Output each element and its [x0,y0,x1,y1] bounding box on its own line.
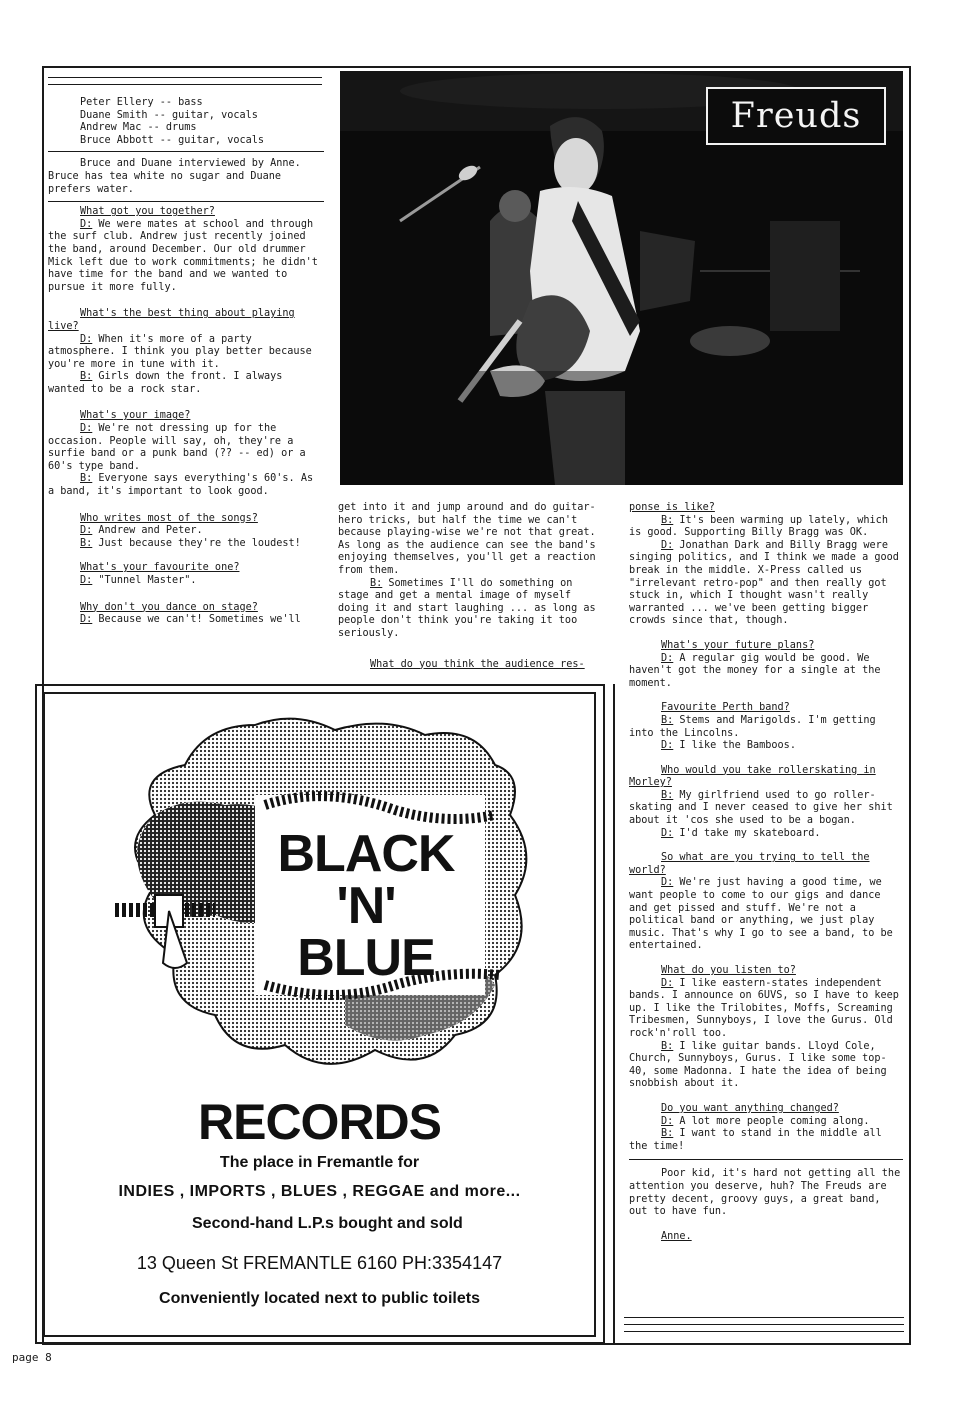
question: What do you listen to? [661,965,796,976]
bottom-rule [624,1331,904,1332]
answer [48,538,324,551]
top-rule [48,84,322,85]
answer [629,828,903,841]
ad-brand-line: BLACK [277,825,455,883]
top-rule [48,77,322,78]
outro-paragraph: Poor kid, it's hard not getting all the attention you deserve, huh? The Freuds are pretty decent, groovy guys, a great band, out to have fun. [629,1168,901,1218]
speaker: D: [661,539,674,551]
question: What do you think the audience res- [370,658,585,670]
speaker: B: [661,789,674,801]
answer-text: Because we can't! Sometimes we'll [92,614,301,626]
question: Who would you take rollerskating in Morley? [629,764,876,789]
ad-brand-line: BLUE [297,929,435,987]
left-column [48,97,324,627]
answer [629,653,903,691]
answer-text: I want to stand in the middle all the time! [629,1128,882,1152]
answer-text: A lot more people coming along. [673,1115,870,1127]
answer [48,575,324,588]
question: Favourite Perth band? [661,702,790,714]
answer [48,334,324,372]
lineup-member: Peter Ellery -- bass [80,97,203,108]
byline: Anne. [661,1230,692,1242]
lineup-member: Andrew Mac -- drums [80,122,197,134]
speaker: B: [80,473,93,485]
question: So what are you trying to tell the world? [629,852,870,876]
speaker: D: [80,614,93,626]
question: Who writes most of the songs? [80,512,258,524]
speaker: B: [661,714,674,726]
question: ponse is like? [629,502,715,513]
answer-text: We were mates at school and through the surf club. Andrew just recently joined the band, around December. Our old drummer Mick left due to work commitments; he didn't have time for the band and we wanted to pursue it more fully. [48,218,318,293]
section-rule [629,1159,903,1160]
answer-text: "Tunnel Master". [92,575,197,586]
ad-records-heading: RECORDS [197,1094,442,1150]
speaker: D: [80,218,93,230]
speaker: D: [661,827,674,839]
answer-text: A regular gig would be good. We haven't got the money for a single at the moment. [629,652,881,689]
speaker: D: [80,423,93,435]
question: What's the best thing about playing live? [48,308,295,332]
lineup-member: Duane Smith -- guitar, vocals [80,109,258,121]
article-title: Freuds [730,96,862,136]
speaker: B: [80,537,93,549]
ad-location: Conveniently located next to public toilets [159,1290,480,1307]
answer-text: Stems and Marigolds. I'm getting into the Lincolns. [629,714,876,739]
answer-text: I'd take my skateboard. [673,827,821,839]
lineup-member: Bruce Abbott -- guitar, vocals [80,134,265,146]
speaker: D: [661,652,674,664]
question: Do you want anything changed? [661,1102,839,1114]
bottom-rule [624,1317,904,1318]
question: Why don't you dance on stage? [80,601,258,613]
section-rule [48,201,324,202]
answer-text: get into it and jump around and do guitar-hero tricks, but half the time we can't because playing-wise we're not that great. As long as the audience can see the band's enjoying themselves, you'll get a reaction from them. [338,502,596,576]
answer-text: We're just having a good time, we want people to come to our gigs and dance and get pissed and stuff. We're not a political band or anything, we just play music. That's why I go to see a band, to be entertained. [629,877,893,952]
speaker: B: [661,1128,674,1140]
answer-text: Andrew and Peter. [92,525,203,537]
question: What got you together? [80,206,215,218]
speaker: B: [661,1040,674,1052]
ad-genres: INDIES , IMPORTS , BLUES , REGGAE and more... [118,1183,521,1200]
answer [629,715,903,740]
question: What's your future plans? [661,639,815,651]
section-rule [48,151,324,152]
answer [48,473,324,498]
answer-text: Jonathan Dark and Billy Bragg were singing politics, and I think we made a good break in the middle. X-Press called us "irrelevant retro-pop" and then really got stuck in, which I thought wasn't really warranted ... we've been getting bigger crowds since that, though. [629,539,899,627]
bottom-rule [624,1324,904,1325]
speaker: D: [661,1115,674,1127]
right-column [629,502,903,1243]
ad-tagline: The place in Fremantle for [219,1154,420,1171]
answer-text: When it's more of a party atmosphere. I think you play better because you're more in tune with it. [48,333,312,370]
answer [48,219,324,295]
ad-brand-line: 'N' [336,877,396,935]
answer-text: Everyone says everything's 60's. As a band, it's important to look good. [48,473,314,498]
speaker: D: [661,740,674,752]
speaker: D: [661,977,674,989]
band-lineup [48,97,324,147]
answer [629,790,903,828]
question: What's your favourite one? [80,562,240,574]
answer [48,525,324,538]
speaker: D: [80,333,93,345]
intro-paragraph: Bruce and Duane interviewed by Anne. Bruce has tea white no sugar and Duane prefers water. [48,158,301,195]
article-title-box [706,87,886,145]
answer [629,1128,903,1153]
speaker: D: [80,525,93,537]
answer [48,423,324,473]
ad-address: 13 Queen St FREMANTLE 6160 PH:3354147 [136,1253,503,1273]
answer-text: Girls down the front. I always wanted to be a rock star. [48,371,283,395]
answer [48,371,324,396]
speaker: B: [80,371,93,383]
answer [629,515,903,540]
answer-text: I like the Bamboos. [673,740,796,752]
speaker: B: [661,514,674,526]
middle-column [338,502,606,671]
answer-text: Just because they're the loudest! [92,537,301,549]
page-number: page 8 [12,1351,52,1364]
ad-secondhand: Second-hand L.P.s bought and sold [192,1215,463,1232]
ad-brand [275,825,457,987]
answer [629,978,903,1041]
answer [629,877,903,953]
answer-text: I like guitar bands. Lloyd Cole, Church, Sunnyboys, Gurus. I like some top-40, some Madonna. I hate the idea of being snobbish about it. [629,1040,887,1090]
answer [629,1041,903,1091]
answer [629,1116,903,1129]
speaker: D: [661,877,674,889]
answer [629,540,903,628]
answer-text: It's been warming up lately, which is good. Supporting Billy Bragg was OK. [629,514,888,539]
column-divider [613,684,615,1344]
answer [48,614,324,627]
answer-text: I like eastern-states independent bands. I announce on 6UVS, so I have to keep up. I like the Trilobites, Moffs, Screaming Tribesmen, Sunnyboys, I love the Gurus. Old rock'n'roll too. [629,977,899,1039]
answer [338,578,606,641]
answer-text: We're not dressing up for the occasion. People will say, oh, they're a surfie band or a punk band (?? -- ed) or a 60's type band. [48,423,306,472]
speaker: B: [370,577,383,589]
answer [629,740,903,753]
answer-text: My girlfriend used to go roller-skating and I never ceased to give her shit about it 'cos she used to be a bogan. [629,789,893,827]
answer-text: Sometimes I'll do something on stage and get a mental image of myself doing it and start laughing ... as long as people don't think you're taking it too seriously. [338,577,596,639]
question: What's your image? [80,410,191,422]
speaker: D: [80,575,93,586]
